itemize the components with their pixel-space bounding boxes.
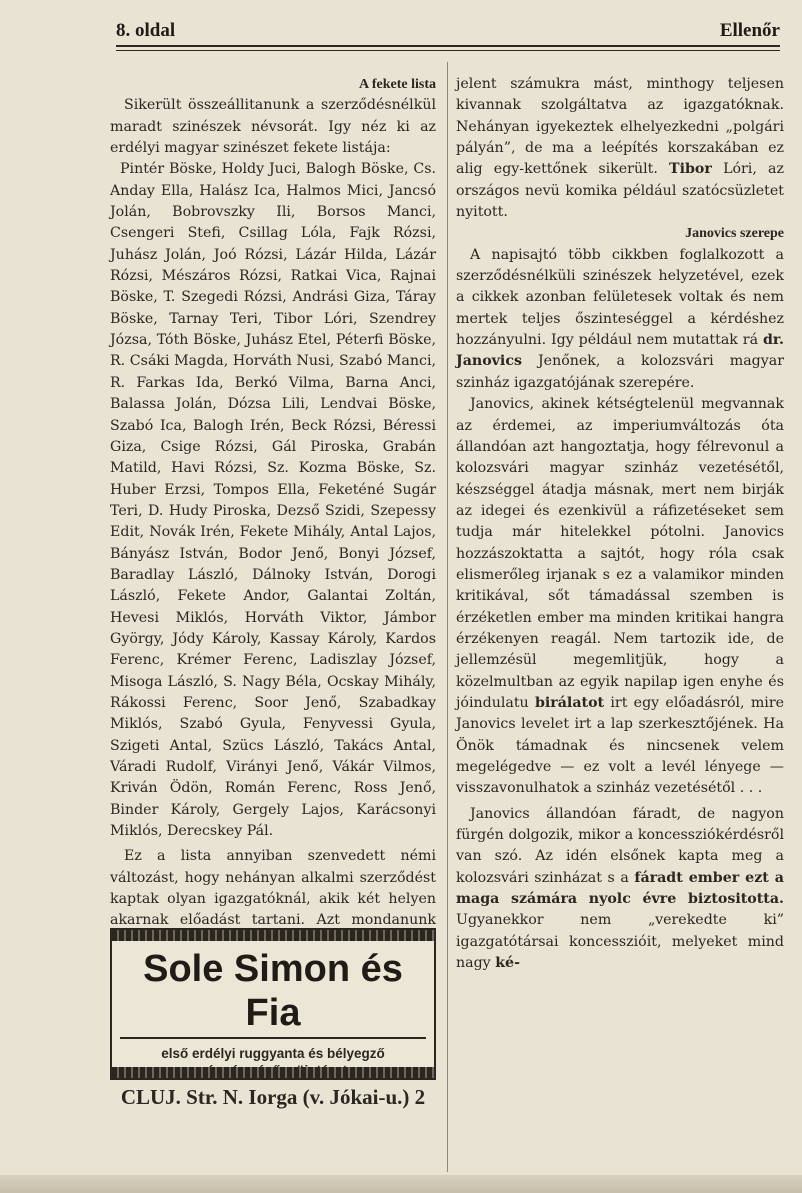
p3-hyphen: ké- bbox=[495, 955, 520, 972]
ad-rule bbox=[120, 1037, 426, 1039]
publication-name: Ellenőr bbox=[719, 20, 780, 41]
left-column bbox=[110, 74, 436, 953]
ad-line-1: első erdélyi ruggyanta és bélyegző bbox=[161, 1046, 385, 1061]
janovics-paragraph-1 bbox=[456, 245, 784, 394]
janovics-paragraph-2 bbox=[456, 394, 784, 800]
article-heading-fekete-lista: A fekete lista bbox=[359, 77, 436, 92]
p2-bold: birálatot bbox=[534, 694, 605, 711]
p3-end: Ugyanekkor nem „verekedte ki” igazgatótársai koncesszióit, melyeket mind nagy bbox=[456, 912, 784, 972]
janovics-paragraph-3 bbox=[456, 804, 784, 975]
p1-end: Jenőnek, a kolozsvári magyar szinház igazgatójának szerepére. bbox=[456, 353, 784, 391]
cont-bold: Tibor bbox=[669, 161, 712, 178]
p3-text: Janovics állandóan fáradt, de nagyon fürgén dolgozik, mikor a koncessziókérdésről van szó. Az idén elsőnek kapta meg a kolozsvári szinházat s a bbox=[456, 805, 784, 886]
ad-top-band bbox=[112, 930, 434, 941]
ad-bottom-band bbox=[112, 1067, 434, 1078]
column-divider bbox=[447, 62, 448, 1172]
cont-end: Lóri, az országos nevü komika például szatócsüzletet nyitott. bbox=[456, 161, 784, 221]
header-rule bbox=[116, 45, 780, 51]
p2-text: Janovics, akinek kétségtelenül megvannak az érdemei, az imperiumváltozás óta állandóan azt hangoztatja, hogy félrevonul a kolozsvári magyar szinház vezetésétől, készséggel átadja másnak, mert nem birják az idegei és ezenkivül a ráfizetéseket sem tudja már hitelekkel pótolni. Janovics hozzászoktatta a sajtót, hogy róla csak elismerőleg irjanak s ez a valamikor minden kritikával, sőt támadással szemben is érzéketlen ember ma minden kritikai hangra érzékenyen reagál. Nem tartozik ide, de jellemzésül megemlitjük, hogy a közelmultban az egyik napilap igen enyhe és jóindulatu bbox=[456, 396, 784, 711]
cont-text: jelent számukra mást, minthogy teljesen kivannak szolgáltatva az igazgatóknak. Nehányan igyekeztek elhelyezkedni „polgári pályán”, de ma a leépítés korszakában ez alig egy-kettőnek sikerült. bbox=[456, 76, 784, 178]
article-paragraph-2: Ez a lista annyiban szenvedett némi változást, hogy nehányan alkalmi szerződést kaptak olyan igazgatóknál, akik két helyen akarnak előadást tartani. Azt mondanunk bbox=[110, 848, 436, 929]
right-column bbox=[456, 74, 784, 974]
p1-bold: dr. Janovics bbox=[456, 332, 784, 370]
section-heading-janovics: Janovics szerepe bbox=[685, 226, 784, 242]
ad-address: CLUJ. Str. N. Iorga (v. Jókai-u.) 2 bbox=[120, 1085, 426, 1109]
p1-text: A napisajtó több cikkben foglalkozott a szerződésnélküli szinészek helyzetével, ezek a cikkek azonban felületesek voltak és nem mertek teljes őszinteséggel a kérdéshez hozzányulni. Igy például nem mutattak rá bbox=[456, 246, 784, 349]
p3-bold: fáradt ember ezt a maga számára nyolc évre biztositotta. bbox=[456, 869, 784, 908]
continued-paragraph bbox=[456, 74, 784, 223]
advertisement-sole-simon bbox=[110, 928, 436, 1109]
page-bottom-edge bbox=[0, 1175, 802, 1193]
page-number: 8. oldal bbox=[116, 20, 176, 41]
p2-end: irt egy előadásról, mire Janovics levelet irt a lap szerkesztőjének. Ha Önök támadnak és nincsenek velem megelégedve — ez volt a levél lényege — visszavonulhatok a szinház vezetésétől . . . bbox=[456, 694, 785, 797]
blacklist-names: Pintér Böske, Holdy Juci, Balogh Böske, Cs. Anday Ella, Halász Ica, Halmos Mici, Jancsó Jolán, Bobrovszky Ili, Borsos Manci, Csengeri Stefi, Csillag Lóla, Fajk Rózsi, Juhász Jolán, Joó Rózsi, Lázár Hilda, Lázár Rózsi, Mészáros Rózsi, Ratkai Vica, Rajnai Böske, T. Szegedi Rózsi, Andrási Giza, Táray Böske, Tarnay Teri, Tibor Lóri, Szendrey Józsa, Tóth Böske, Juhász Etel, Péterfi Böske, R. Csáki Magda, Horváth Nusi, Szabó Manci, R. Farkas Ida, Berkó Vilma, Barna Anci, Balassa Jolán, Dózsa Lili, Lendvai Böske, Szabó Ica, Balogh Irén, Beck Rózsi, Béressi Giza, Csige Rózsi, Gál Piroska, Grabán Matild, Havi Rózsi, Sz. Kozma Böske, Sz. Huber Erzsi, Tompos Ella, Feketéné Sugár Teri, D. Hudy Piroska, Dezső Szidi, Szepessy Edit, Novák Irén, Fekete Mihály, Antal Lajos, Bányász István, Bodor Jenő, Bonyi József, Baradlay László, Dálnoky István, Dorogi László, Fekete Andor, Galantai Zoltán, Hevesi Miklós, Horváth Viktor, Jámbor György, Jódy Károly, Kassay Károly, Kardos Ferenc, Krémer Ferenc, Ladiszlay József, Misoga László, S. Nagy Béla, Ocskay Mihály, Rákossi Ferenc, Soor Jenő, Szabadkay Miklós, Szabó Gyula, Fenyvessi Gyula, Szigeti Antal, Szücs László, Takács Antal, Váradi Rudolf, Virányi Jenő, Vákár Vilmos, Kriván Ödön, Román Ferenc, Ross Jenő, Binder Károly, Gergely Lajos, Karácsonyi Miklós, Derecskey Pál. bbox=[110, 161, 436, 840]
ad-title: Sole Simon és Fia bbox=[143, 948, 403, 1034]
article-intro: Sikerült összeállitanunk a szerződésnélkül maradt szinészek névsorát. Igy néz ki az erdélyi magyar szinészet fekete listája: bbox=[110, 97, 436, 157]
